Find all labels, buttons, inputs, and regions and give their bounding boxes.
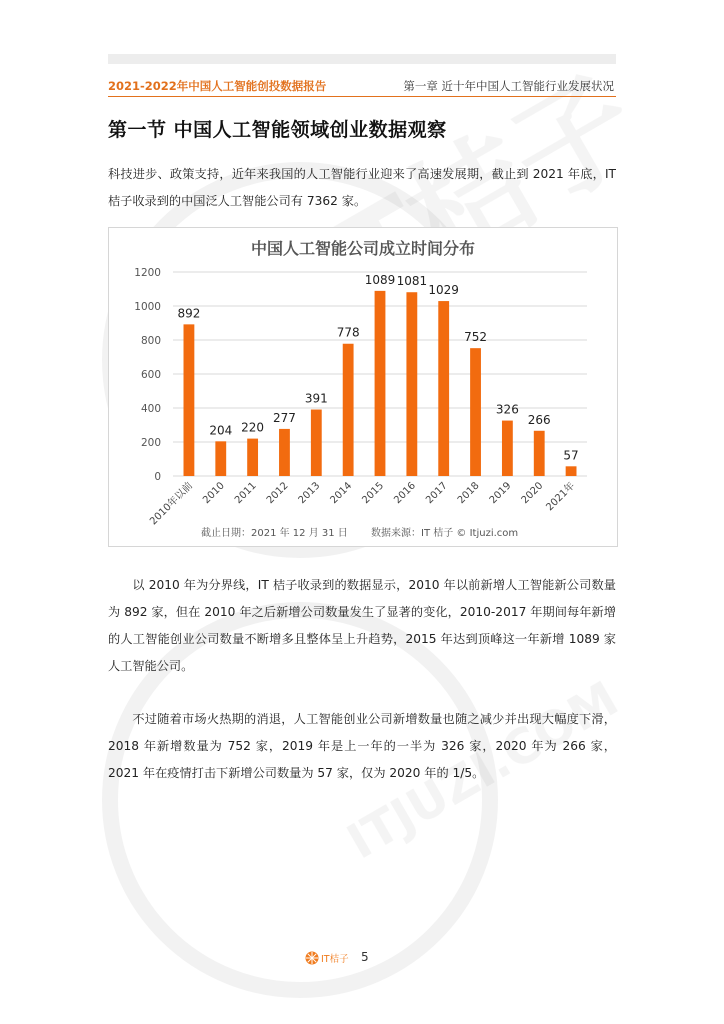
- y-tick-label: 200: [140, 437, 161, 449]
- bar: [279, 429, 290, 476]
- bar: [566, 466, 577, 476]
- data-label: 57: [563, 448, 579, 463]
- bar: [343, 344, 354, 476]
- data-label: 778: [336, 325, 360, 340]
- data-label: 1089: [364, 272, 396, 287]
- x-tick-label: 2016: [392, 480, 418, 507]
- bar: [502, 421, 513, 476]
- data-label: 1029: [428, 283, 459, 298]
- bar: [406, 292, 417, 476]
- bar: [438, 301, 449, 476]
- y-tick-label: 800: [140, 335, 161, 347]
- y-tick-label: 400: [140, 403, 161, 415]
- bar: [184, 324, 195, 476]
- y-tick-label: 600: [140, 369, 161, 381]
- report-title: 2021-2022年中国人工智能创投数据报告: [108, 79, 327, 93]
- bar: [215, 441, 226, 476]
- data-label: 204: [209, 423, 233, 438]
- footer-logo-text: IT桔子: [321, 954, 349, 965]
- y-tick-label: 0: [154, 471, 161, 483]
- data-label: 892: [177, 306, 201, 321]
- x-tick-label: 2018: [455, 480, 482, 507]
- chart-container: [108, 227, 618, 547]
- data-label: 326: [495, 402, 519, 417]
- x-tick-label: 2010年以前: [148, 480, 196, 528]
- chart-footnote-date: 截止日期：2021 年 12 月 31 日: [201, 528, 348, 539]
- data-label: 1081: [396, 274, 428, 289]
- analysis-paragraph-2: 不过随着市场火热期的消退，人工智能创业公司新增数量也随之减少并出现大幅度下滑，2018 年新增数量为 752 家，2019 年是上一年的一半为 326 家，2020 年为 266 家，2021 年在疫情打击下新增公司数量为 57 家，仅为 2020 年的 1/5。: [108, 712, 616, 780]
- bar-chart: [109, 228, 617, 546]
- y-tick-label: 1200: [134, 267, 161, 279]
- bar: [311, 410, 322, 476]
- x-tick-label: 2013: [296, 480, 323, 507]
- bar: [534, 431, 545, 476]
- x-tick-label: 2011: [232, 480, 259, 507]
- data-label: 391: [304, 391, 328, 406]
- x-tick-label: 2019: [487, 480, 514, 507]
- x-tick-label: 2017: [424, 480, 450, 507]
- x-tick-label: 2012: [264, 480, 291, 507]
- x-tick-label: 2021年: [544, 480, 578, 514]
- intro-paragraph: 科技进步、政策支持，近年来我国的人工智能行业迎来了高速发展期，截止到 2021 年底，IT 桔子收录到的中国泛人工智能公司有 7362 家。: [108, 167, 616, 208]
- chart-title: 中国人工智能公司成立时间分布: [250, 239, 476, 258]
- bar: [470, 348, 481, 476]
- itjuzi-logo: [305, 950, 351, 966]
- data-label: 752: [464, 330, 487, 345]
- x-tick-label: 2010: [201, 480, 227, 507]
- page-number: 5: [361, 950, 369, 964]
- header-divider: [108, 96, 616, 97]
- x-tick-label: 2020: [519, 480, 546, 507]
- x-tick-label: 2014: [328, 480, 355, 507]
- section-title: 第一节 中国人工智能领域创业数据观察: [108, 119, 447, 141]
- chapter-title: 第一章 近十年中国人工智能行业发展状况: [403, 79, 614, 93]
- y-tick-label: 1000: [134, 301, 161, 313]
- x-tick-label: 2015: [360, 480, 387, 507]
- data-label: 220: [241, 420, 265, 435]
- chart-footnote-source: 数据来源：IT 桔子 © Itjuzi.com: [371, 528, 519, 539]
- top-bar: [108, 54, 616, 64]
- data-label: 277: [273, 410, 296, 425]
- data-label: 266: [527, 412, 551, 427]
- bar: [375, 291, 386, 476]
- analysis-paragraph-1: 以 2010 年为分界线，IT 桔子收录到的数据显示，2010 年以前新增人工智能新公司数量为 892 家，但在 2010 年之后新增公司数量发生了显著的变化，2010-2017 年期间每年新增的人工智能创业公司数量不断增多且整体呈上升趋势，2015 年达到顶峰这一年新增 1089 家人工智能公司。: [108, 578, 616, 673]
- bar: [247, 439, 258, 476]
